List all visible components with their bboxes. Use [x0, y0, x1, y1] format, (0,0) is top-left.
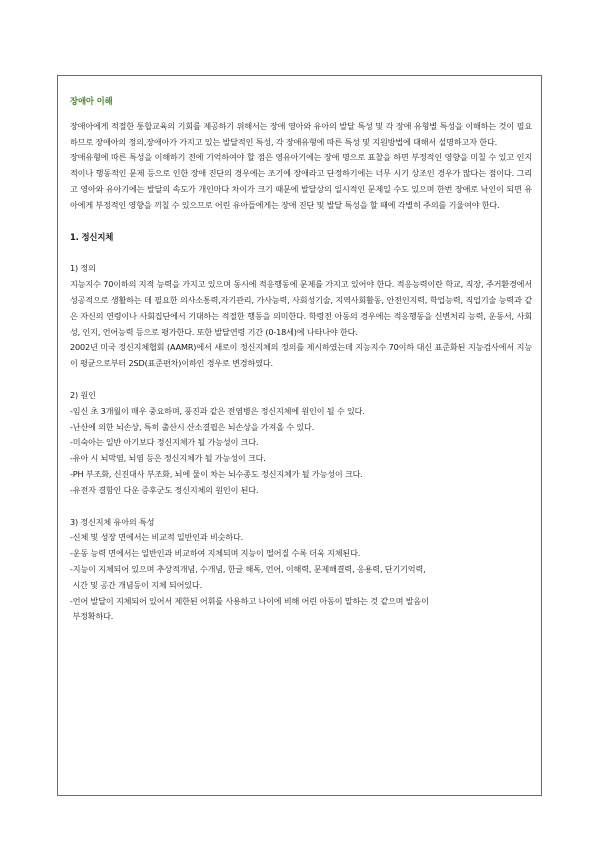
cause-item: -유아 시 뇌막염, 뇌염 등은 정신지체가 될 가능성이 크다. [70, 453, 266, 464]
trait-item: -지능이 지체되어 있으며 추상적개념, 수개념, 한글 해독, 언어, 이해력, 문제해결력, 응용력, 단기기억력, [70, 563, 426, 574]
definition-heading: 1) 정의 [70, 263, 96, 274]
cause-item: -PH 부조화, 신진대사 부조화, 뇌에 물이 차는 뇌수종도 정신지체가 될 가능성이 크다. [70, 468, 363, 479]
intro-paragraph-2: 장애유형에 따른 특성을 이해하기 전에 기억하여야 할 점은 영유아기에는 장애 명으로 표찰을 하면 부정적인 영향을 미칠 수 있고 인지적이나 행동적인 문제 등으로 인한 장애 진단의 경우에는 조기에 장애라고 단정하기에는 너무 시기 상조인 경우가 많다는 점이다. 그리고 영아와 유아기에는 발달의 속도가 개인마다 차이가 크기 때문에 발달상의 일시적인 문제일 수도 있으며 한번 장애로 낙인이 되면 유아에게 부정적인 영향을 끼칠 수 있으므로 어린 유아들에게는 장애 진단 및 발달 특성을 할 때에 각별히 주의를 기울여야 한다. [70, 152, 532, 210]
definition-paragraph-1: 지능지수 70이하의 지적 능력을 가지고 있으며 동시에 적응행동에 문제를 가지고 있어야 한다. 적응능력이란 학교, 직장, 주거환경에서 성공적으로 생활하는 데 필요한 의사소통력,자기관리, 가사능력, 사회성기술, 지역사회활동, 안전인지력, 학업능력, 직업기술 능력과 같은 자신의 연령이나 사회집단에서 기대하는 적절한 행동을 의미한다. 학령전 아동의 경우에는 적응행동을 신변처리 능력, 운동서, 사회성, 인지, 언어능력 등으로 평가한다. 또한 발달연령 기간 (0-18세)에 나타나야 한다. [70, 279, 532, 337]
cause-item: -유전자 결함인 다운 증후군도 정신지체의 원인이 된다. [70, 484, 259, 495]
cause-item: -임신 초 3개월이 매우 중요하며, 풍진과 같은 전염병은 정신지체에 원인이 될 수 있다. [70, 405, 365, 416]
trait-item: -언어 발달이 지체되어 있어서 제한된 어휘를 사용하고 나이에 비해 어린 아동이 말하는 것 같으며 발음이 [70, 595, 429, 606]
trait-item: 시간 및 공간 개념등이 지체 되어있다. [70, 579, 203, 590]
cause-item: -미숙아는 일반 아기보다 정신지체가 될 가능성이 크다. [70, 437, 259, 448]
definition-paragraph-2: 2002년 미국 정신지체협회 (AAMR)에서 새로이 정신지체의 정의를 제시하였는데 지능지수 70이하 대신 표준화된 지능검사에서 지능이 평균으로부터 2SD(표준편차)이하인 경우로 변경하였다. [70, 342, 532, 369]
document-body [70, 94, 532, 625]
trait-item: 부정확하다. [70, 611, 114, 622]
document-title: 장애아 이해 [70, 96, 113, 106]
section-heading: 1. 정신지체 [70, 231, 114, 242]
trait-item: -운동 능력 면에서는 일반인과 비교하여 지체되며 지능이 떨어질 수록 더욱 지체된다. [70, 548, 361, 559]
cause-item: -난산에 의한 뇌손상, 특히 출산시 산소결핍은 뇌손상을 가져올 수 있다. [70, 421, 315, 432]
causes-heading: 2) 원인 [70, 389, 96, 400]
intro-paragraph-1: 장애아에게 적절한 통합교육의 기회를 제공하기 위해서는 장애 영아와 유아의 발달 특성 및 각 장애 유형별 특성을 이해하는 것이 필요하므로 장애아의 정의,장애아가 가지고 있는 발달적인 특성, 각 장애유형에 따른 특성 및 지원방법에 대해서 설명하고자 한다. [70, 120, 532, 147]
trait-item: -신체 및 성장 면에서는 비교적 일반인과 비슷하다. [70, 532, 244, 543]
traits-heading: 3) 정신지체 유아의 특성 [70, 516, 155, 527]
